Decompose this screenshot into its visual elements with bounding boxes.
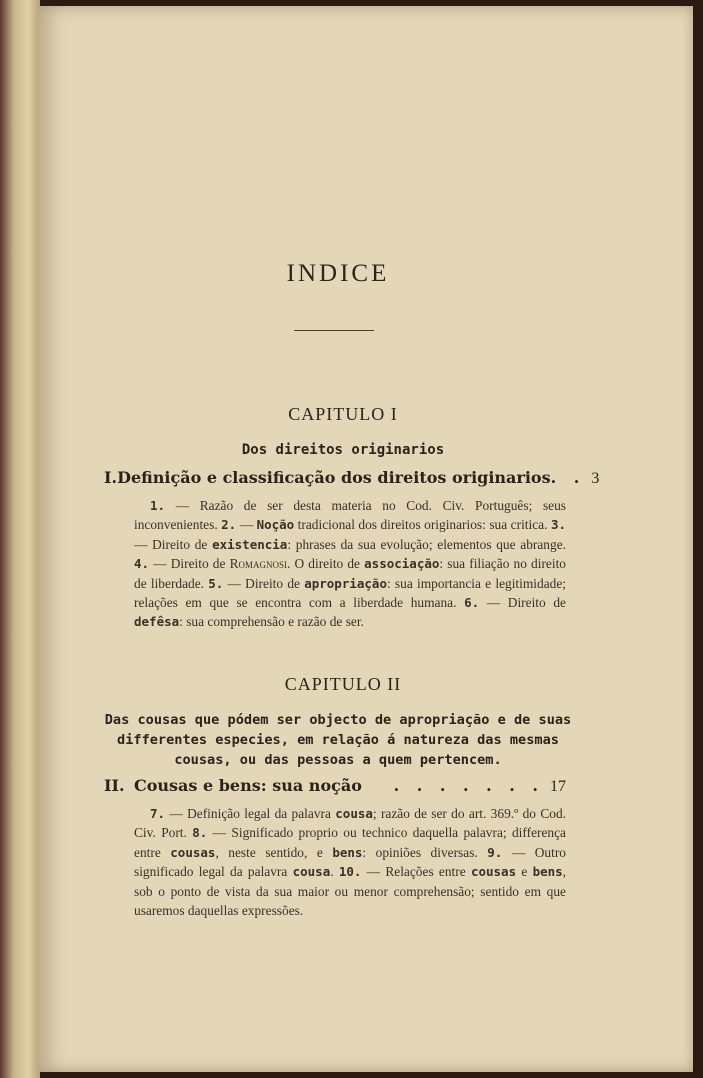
book-spine	[0, 0, 40, 1078]
entry-number: I.	[104, 468, 118, 487]
book-page	[38, 6, 693, 1072]
entry-leader: . . . . . . .	[393, 776, 544, 795]
entry-title: Definição e classificação dos direitos originarios	[117, 468, 551, 487]
chapter2-heading: CAPITULO II	[284, 674, 402, 694]
index-title: INDICE	[286, 260, 390, 287]
entry-leader: . .	[550, 468, 586, 487]
entry-number: II.	[104, 776, 125, 795]
chapter1-heading: CAPITULO I	[288, 404, 398, 424]
title-rule	[294, 330, 374, 331]
entry-title: Cousas e bens: sua noção	[134, 776, 362, 795]
chapter2-summary: 7. — Definição legal da palavra cousa; razão de ser do art. 369.º do Cod. Civ. Port. 8. — Significado proprio ou technico daquella palavra; differença entre cousas, neste sentido, e bens: opiniões diversas. 9. — Outro significado legal da palavra cousa. 10. — Relações entre cousas e bens, sob o ponto de vista da sua maior ou menor comprehensão; sentido em que usaremos daquellas expressões.	[134, 806, 567, 919]
chapter1-subtitle: Dos direitos originarios	[241, 442, 445, 458]
chapter1-entry	[104, 468, 600, 488]
entry-page: 3	[591, 470, 600, 487]
chapter1-summary: 1. — Razão de ser desta materia no Cod. Civ. Português; seus inconvenientes. 2. — Noção tradicional dos direitos originarios: sua critica. 3. — Direito de existencia: phrases da sua evolução; elementos que abrange. 4. — Direito de Romagnosi. O direito de associação: sua filiação no direito de liberdade. 5. — Direito de apropriação: sua importancia e legitimidade; relações em que se encontra com a liberdade humana. 6. — Direito de defêsa: sua comprehensão e razão de ser.	[134, 498, 567, 630]
chapter2-entry	[104, 776, 566, 796]
entry-page: 17	[550, 778, 566, 795]
chapter2-subtitle: Das cousas que pódem ser objecto de apropriação e de suas differentes especies, em relação á natureza das mesmas cousas, ou das pessoas a quem pertencem.	[104, 712, 572, 768]
